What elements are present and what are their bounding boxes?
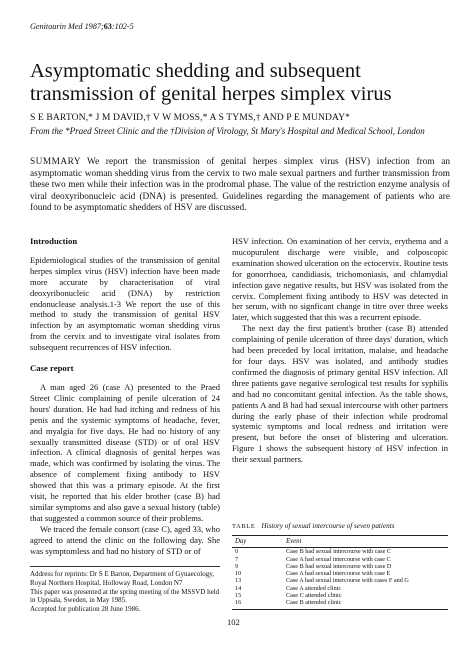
table-cell-day: 7: [235, 555, 239, 563]
table-cell-day: 14: [235, 584, 242, 592]
section-heading-case-report: Case report: [30, 363, 74, 374]
table-row: [232, 556, 448, 563]
footnote-meeting: This paper was presented at the spring meeting of the MSSVD held in Uppsala, Sweden, in May 1985.: [30, 587, 220, 605]
journal-volume: 63: [103, 22, 112, 31]
table-cell-day: 0: [235, 548, 239, 556]
table-header-day: Day: [232, 537, 286, 548]
journal-year: 1987;: [84, 22, 104, 31]
journal-citation: [30, 22, 134, 31]
table-cell-event: Case A had sexual intercourse with case E: [286, 570, 391, 578]
footnote-reprints: Address for reprints: Dr S E Barton, Department of Gynaecology, Royal Northern Hospital, Holloway Road, London N7: [30, 570, 215, 588]
journal-name: Genitourin Med: [30, 22, 83, 31]
right-column: [232, 236, 448, 465]
case-report-paragraph-2: We traced the female consort (case C), aged 33, who agreed to attend the clinic on the following day. She was symptomless and had no history of STD or of: [30, 523, 220, 556]
summary-text: We report the transmission of genital herpes simplex virus (HSV) infection from an asymptomatic woman shedding virus from the cervix to two male sexual partners and further transmission from these two men while their infection was in the prodromal phase. The value of the restriction enzyme analysis of viral deoxyribonucleic acid (DNA) is presented. Guidelines regarding the management of patients who are found to be asymptomatic shedders of HSV are discussed.: [30, 157, 450, 214]
table-cell-event: Case C attended clinic: [286, 592, 342, 600]
affiliation: From the *Praed Street Clinic and the †Division of Virology, St Mary's Hospital and Medical School, London: [30, 126, 425, 136]
table-cell-day: 13: [235, 577, 242, 585]
page-number: 102: [227, 617, 240, 627]
table-row: [232, 570, 448, 577]
table-cell-day: 16: [232, 599, 286, 609]
summary-label: SUMMARY: [30, 157, 82, 167]
table-row: [232, 585, 448, 592]
history-table: [232, 522, 448, 610]
right-paragraph-2: The next day the first patient's brother (case B) attended complaining of penile ulceration of three days' duration, which had been preceded by local irritation, malaise, and headache for four days. HSV was isolated, and antibody studies confirmed the diagnosis of primary genital HSV infection. All three patients gave negative serological test results for syphilis and had no concomitant genital infection. As the table shows, patients A and B had had sexual intercourse with other partners during the early phase of their infection while prodromal systemic symptoms and local redness and irritation were present, but before the onset of blistering and ulceration. Figure 1 shows the subsequent history of HSV infection in their sexual partners.: [232, 323, 448, 465]
table-cell-event: Case B attended clinic: [286, 599, 448, 609]
table-row: [232, 577, 448, 584]
table-cell-day: 15: [235, 592, 242, 600]
table-cell-event: Case A attended clinic: [286, 584, 342, 592]
table-row: [232, 548, 448, 556]
table-row: [232, 592, 448, 599]
case-report-paragraph-1: A man aged 26 (case A) presented to the Praed Street Clinic complaining of penile ulceration of 24 hours' duration. He had had itching and redness of his penis and the systemic symptoms of headache, fever, and myalgia for five days. He had no history of any sexually transmitted disease (STD) or of oral HSV infection. A clinical diagnosis of genital herpes was made, which was confirmed by isolating the virus. The absence of complement fixing antibody to HSV showed that this was a primary episode. At the first visit, he reported that his elder brother (case B) had similar symptoms and also gave a sexual history (table) that suggested a common source of their problems.: [30, 381, 220, 523]
table-title: History of sexual intercourse of seven patients: [261, 522, 395, 530]
footnote-divider: [30, 566, 220, 567]
table-cell-event: Case B had sexual intercourse with case C: [286, 548, 391, 556]
footnote-accepted: Accepted for publication 28 June 1986.: [30, 604, 141, 613]
table-cell-event: Case A had sexual intercourse with case C: [286, 555, 391, 563]
author-list: S E BARTON,* J M DAVID,† V W MOSS,* A S TYMS,† AND P E MUNDAY*: [30, 112, 351, 123]
table-cell-event: Case B had sexual intercourse with case D: [286, 562, 392, 570]
table-label: TABLE: [232, 523, 256, 530]
table-header-event: Event: [286, 537, 448, 548]
introduction-paragraph: Epidemiological studies of the transmission of genital herpes simplex virus (HSV) infection have been made more accurate by characterisation of viral deoxyribonucleic acid (DNA) by restriction endonuclease analysis.1-3 We report the use of this method to study the transmission of genital HSV infection by an asymptomatic woman shedding virus from the cervix and to investigate viral isolates from subsequent recurrences of HSV infection.: [30, 254, 220, 353]
article-title: Asymptomatic shedding and subsequent transmission of genital herpes simplex virus: [30, 60, 392, 105]
table-cell-day: 10: [235, 570, 242, 578]
right-paragraph-1: HSV infection. On examination of her cervix, erythema and a mucopurulent discharge were visible, and colposcopic examination showed ulceration on the ectocervix. Routine tests for gonorrhoea, candidiasis, trichomoniasis, and chlamydial infection gave negative results, but HSV was isolated from the cervix. Complement fixing antibody to HSV was detected in her serum, with no signficant change in titre over three weeks later, which suggested that this was a recurrent episode.: [232, 236, 448, 323]
summary-block: [30, 157, 450, 215]
table-top-rule: [232, 535, 448, 536]
table-row: [232, 599, 448, 609]
left-column: [30, 236, 220, 613]
section-heading-introduction: Introduction: [30, 236, 78, 246]
table-cell-event: Case A had sexual intercourse with cases F and G: [286, 577, 409, 585]
table-body: [232, 537, 448, 610]
table-cell-day: 9: [235, 562, 239, 570]
journal-pages: :102-5: [111, 22, 134, 31]
table-caption: [232, 522, 448, 531]
table-row: [232, 563, 448, 570]
